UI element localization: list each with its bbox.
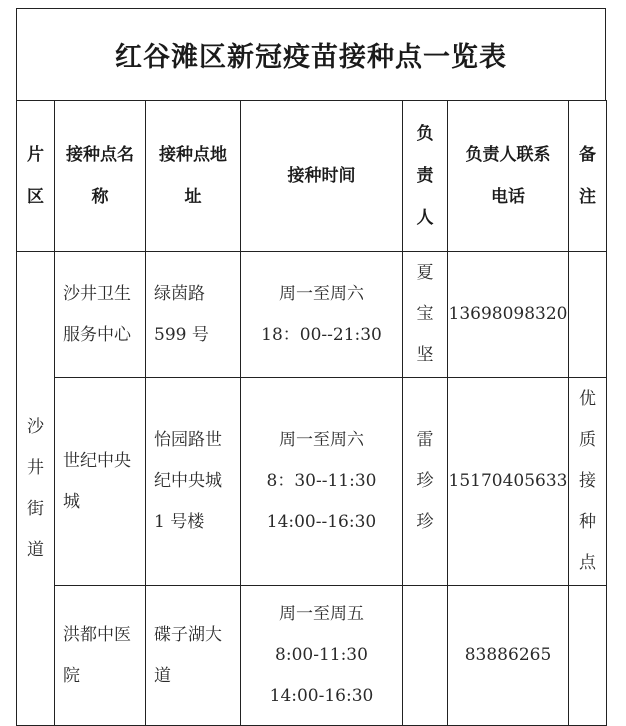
table-row [17, 252, 607, 378]
header-district: 片 区 [17, 101, 55, 252]
table-header-row [17, 101, 607, 252]
header-site-name: 接种点名 称 [55, 101, 146, 252]
header-person: 负 责 人 [403, 101, 448, 252]
header-hours: 接种时间 [241, 101, 403, 252]
site-phone: 83886265 [448, 586, 569, 726]
site-hours: 周一至周五 8:00-11:30 14:00-16:30 [241, 586, 403, 726]
table-row [17, 586, 607, 726]
site-hours: 周一至周六 8：30--11:30 14:00--16:30 [241, 378, 403, 586]
site-person: 夏 宝 坚 [403, 252, 448, 378]
site-notes [569, 252, 607, 378]
site-notes [569, 586, 607, 726]
site-phone: 15170405633 [448, 378, 569, 586]
district-cell: 沙 井 街 道 [17, 252, 55, 726]
site-address: 怡园路世 纪中央城 1 号楼 [146, 378, 241, 586]
site-name: 世纪中央 城 [55, 378, 146, 586]
site-person: 雷 珍 珍 [403, 378, 448, 586]
site-name: 洪都中医 院 [55, 586, 146, 726]
site-address: 绿茵路 599 号 [146, 252, 241, 378]
site-person [403, 586, 448, 726]
header-notes: 备 注 [569, 101, 607, 252]
page-title: 红谷滩区新冠疫苗接种点一览表 [16, 8, 606, 100]
site-address: 碟子湖大 道 [146, 586, 241, 726]
vaccination-sites-sheet [16, 8, 606, 726]
site-phone: 13698098320 [448, 252, 569, 378]
site-notes: 优 质 接 种 点 [569, 378, 607, 586]
header-site-address: 接种点地 址 [146, 101, 241, 252]
header-phone: 负责人联系 电话 [448, 101, 569, 252]
site-name: 沙井卫生 服务中心 [55, 252, 146, 378]
sites-table [16, 100, 607, 726]
table-row [17, 378, 607, 586]
site-hours: 周一至周六 18：00--21:30 [241, 252, 403, 378]
